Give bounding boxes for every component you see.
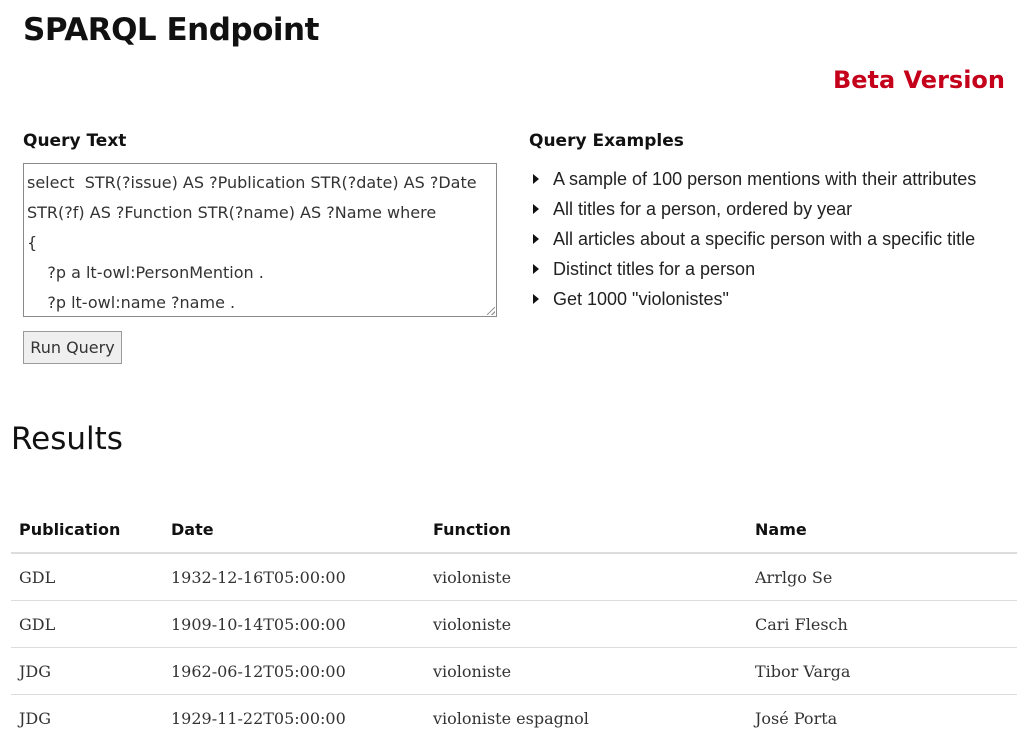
cell-function: violoniste [425, 601, 747, 648]
column-header-publication: Publication [11, 506, 163, 553]
table-row [11, 601, 1017, 648]
query-textarea[interactable] [23, 163, 497, 317]
caret-right-icon [533, 174, 539, 184]
query-example-label[interactable]: Distinct titles for a person [553, 259, 756, 279]
query-examples-label: Query Examples [529, 131, 684, 151]
query-example-label[interactable]: All titles for a person, ordered by year [553, 199, 853, 219]
table-row [11, 648, 1017, 695]
query-example-item[interactable] [533, 166, 976, 196]
column-header-name: Name [747, 506, 1017, 553]
query-example-label[interactable]: Get 1000 "violonistes" [553, 289, 729, 309]
cell-publication: JDG [11, 648, 163, 695]
cell-name: Tibor Varga [747, 648, 1017, 695]
column-header-date: Date [163, 506, 425, 553]
query-example-label[interactable]: All articles about a specific person with a specific title [553, 229, 976, 249]
query-example-item[interactable] [533, 256, 976, 286]
cell-function: violoniste [425, 648, 747, 695]
table-row [11, 695, 1017, 735]
cell-name: Arrlgo Se [747, 553, 1017, 601]
query-text-label: Query Text [23, 131, 127, 151]
resize-grip-icon[interactable] [487, 307, 495, 315]
run-query-button[interactable]: Run Query [23, 331, 122, 364]
cell-name: José Porta [747, 695, 1017, 735]
cell-publication: GDL [11, 601, 163, 648]
cell-date: 1929-11-22T05:00:00 [163, 695, 425, 735]
query-examples-list [533, 166, 976, 316]
cell-publication: GDL [11, 553, 163, 601]
cell-name: Cari Flesch [747, 601, 1017, 648]
table-row [11, 553, 1017, 601]
query-text-content[interactable]: select STR(?issue) AS ?Publication STR(?date) AS ?Date STR(?f) AS ?Function STR(?name) AS ?Name where { ?p a lt-owl:PersonMention . ?p lt-owl:name ?name . [27, 173, 477, 312]
cell-function: violoniste espagnol [425, 695, 747, 735]
cell-publication: JDG [11, 695, 163, 735]
results-heading: Results [11, 421, 123, 457]
query-example-item[interactable] [533, 226, 976, 256]
query-example-item[interactable] [533, 196, 976, 226]
results-table [11, 506, 1017, 735]
caret-right-icon [533, 204, 539, 214]
caret-right-icon [533, 264, 539, 274]
query-example-label[interactable]: A sample of 100 person mentions with their attributes [553, 169, 977, 189]
results-header-row [11, 506, 1017, 553]
caret-right-icon [533, 234, 539, 244]
query-example-item[interactable] [533, 286, 976, 316]
beta-version-label: Beta Version [832, 66, 1005, 94]
column-header-function: Function [425, 506, 747, 553]
page-title: SPARQL Endpoint [23, 12, 319, 48]
cell-date: 1909-10-14T05:00:00 [163, 601, 425, 648]
caret-right-icon [533, 294, 539, 304]
cell-date: 1962-06-12T05:00:00 [163, 648, 425, 695]
cell-date: 1932-12-16T05:00:00 [163, 553, 425, 601]
cell-function: violoniste [425, 553, 747, 601]
